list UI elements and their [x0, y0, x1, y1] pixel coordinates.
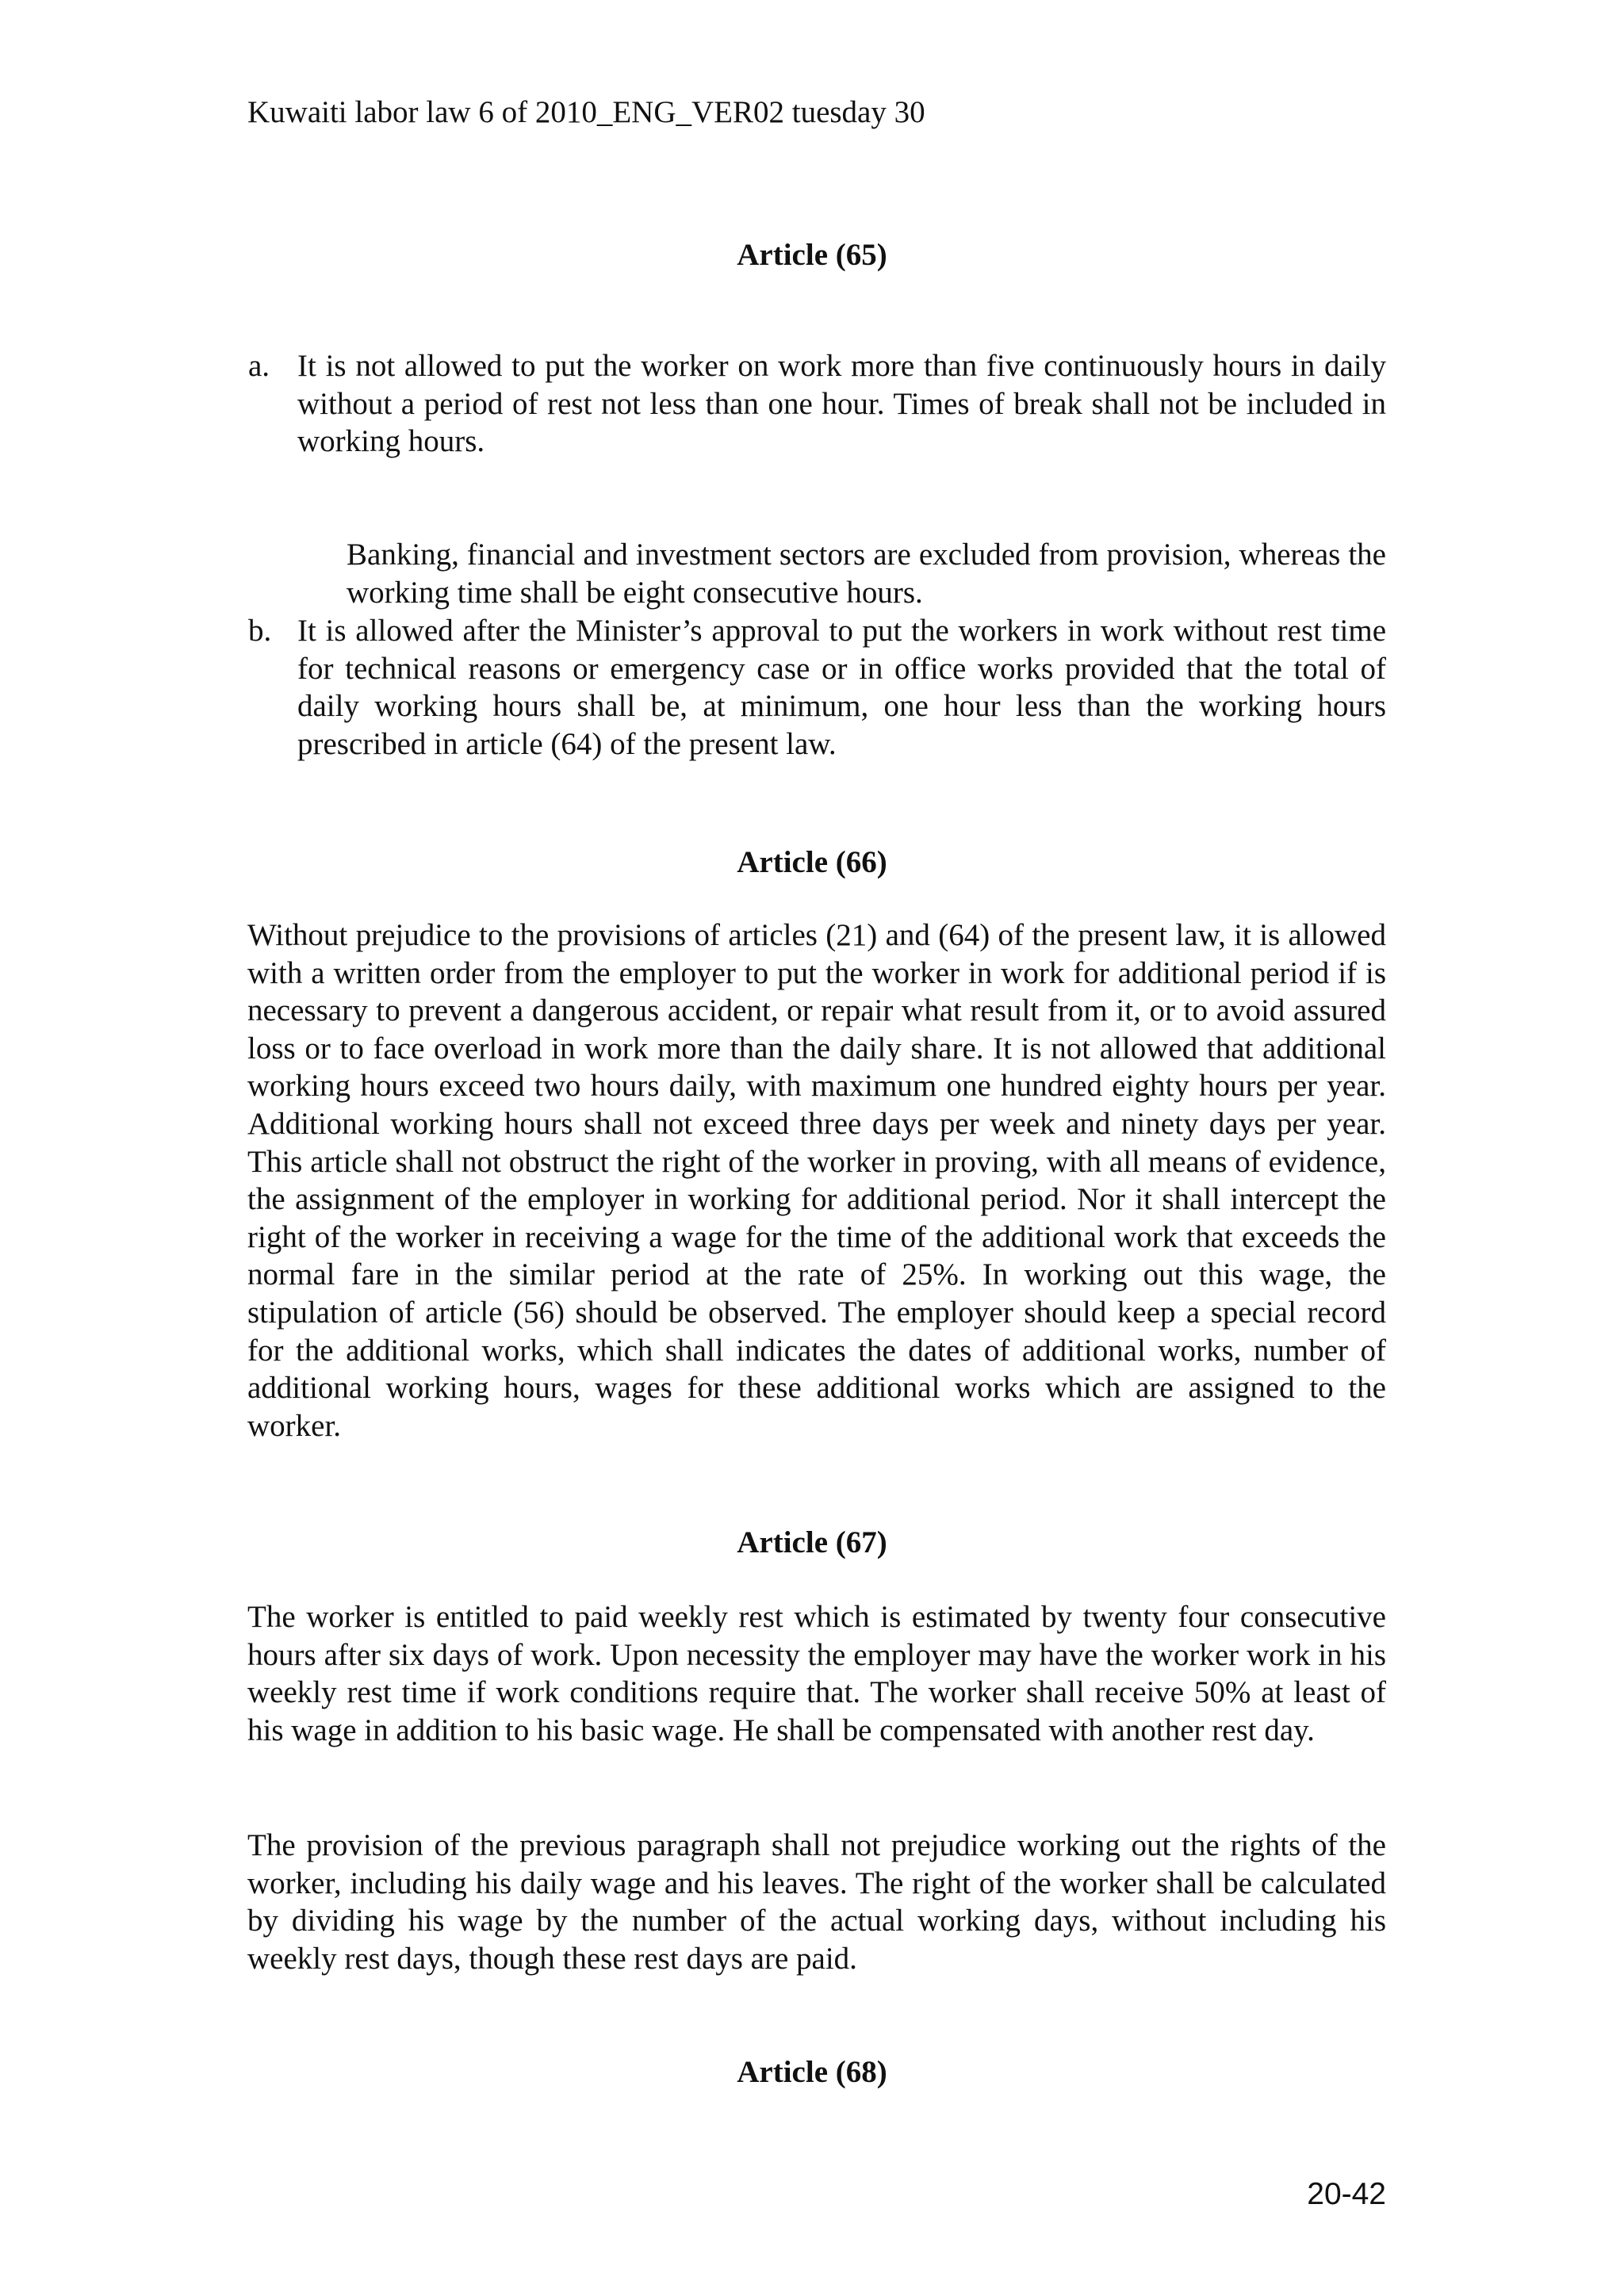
article-68-heading: Article (68) [737, 2055, 887, 2089]
article-65-item-a [248, 347, 1386, 461]
article-65-exclusion-note: Banking, financial and investment sectors are excluded from provision, whereas the working time shall be eight consecutive hours. [347, 538, 1386, 610]
article-67-paragraph-2: The provision of the previous paragraph shall not prejudice working out the rights of the worker, including his daily wage and his leaves. The right of the worker shall be calculated by dividing his wage by the number of the actual working days, without including his weekly rest days, though these rest days are paid. [247, 1828, 1386, 1976]
article-65-item-b [248, 612, 1386, 763]
article-67-paragraph-1: The worker is entitled to paid weekly rest which is estimated by twenty four consecutive hours after six days of work. Upon necessity the employer may have the worker work in his weekly rest time if work conditions require that. The worker shall receive 50% at least of his wage in addition to his basic wage. He shall be compensated with another rest day. [247, 1600, 1386, 1747]
list-marker-b: b. [248, 614, 272, 648]
article-66-heading: Article (66) [737, 845, 887, 879]
article-66-text: Without prejudice to the provisions of articles (21) and (64) of the present law, it is allowed with a written order from the employer to put the worker in work for additional period if is necessary to prevent a dangerous accident, or repair what result from it, or to avoid assured loss or to face overload in work more than the daily share. It is not allowed that additional working hours exceed two hours daily, with maximum one hundred eighty hours per year. Additional working hours shall not exceed three days per week and ninety days per year. This article shall not obstruct the right of the worker in proving, with all means of evidence, the assignment of the employer in working for additional period. Nor it shall intercept the right of the worker in receiving a wage for the time of the additional work that exceeds the normal fare in the similar period at the rate of 25%. In working out this wage, the stipulation of article (56) should be observed. The employer should keep a special record for the additional works, which shall indicates the dates of additional works, number of additional working hours, wages for these additional works which are assigned to the worker. [247, 918, 1386, 1443]
page-number: 20-42 [1307, 2177, 1386, 2211]
article-65-heading: Article (65) [737, 238, 887, 272]
article-65-item-b-text: It is allowed after the Minister’s approval to put the workers in work without rest time for technical reasons or emergency case or in office works provided that the total of daily working hours shall be, at minimum, one hour less than the working hours prescribed in article (64) of the present law. [297, 614, 1386, 761]
article-65-item-a-text: It is not allowed to put the worker on work more than five continuously hours in daily without a period of rest not less than one hour. Times of break shall not be included in working hours. [297, 349, 1386, 459]
list-marker-a: a. [248, 349, 270, 383]
article-67-heading: Article (67) [737, 1525, 887, 1559]
document-header: Kuwaiti labor law 6 of 2010_ENG_VER02 tuesday 30 [247, 95, 925, 129]
